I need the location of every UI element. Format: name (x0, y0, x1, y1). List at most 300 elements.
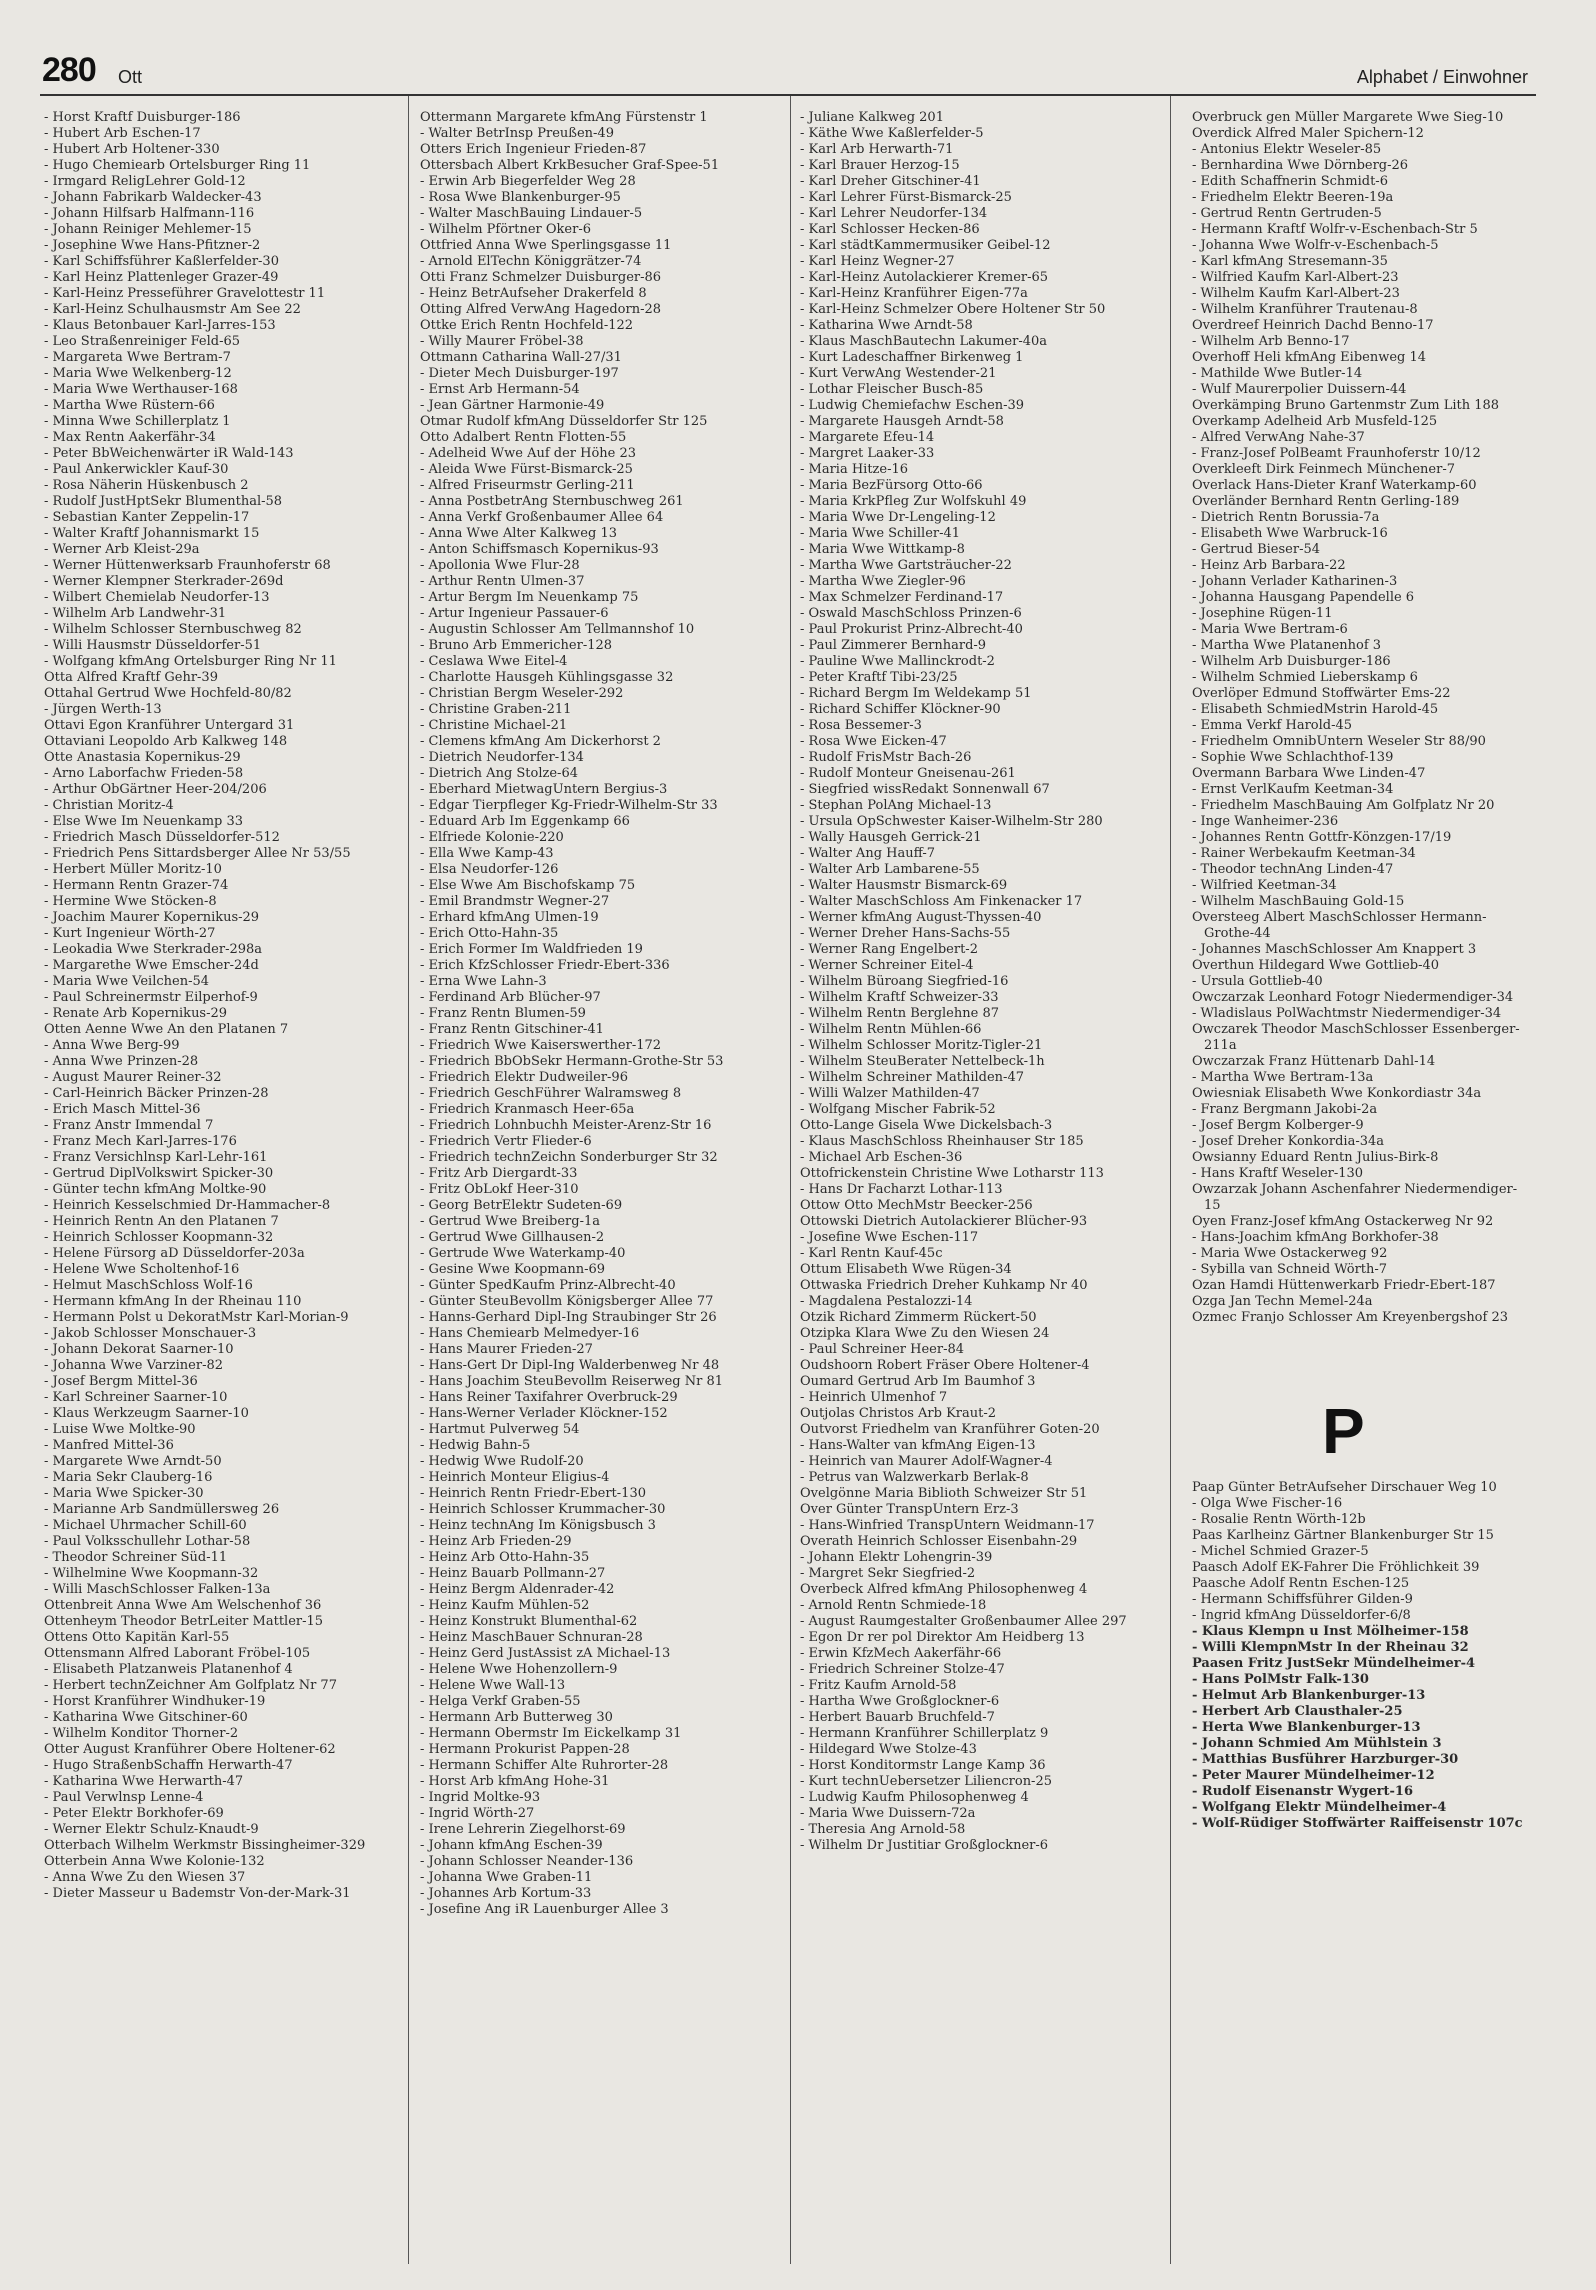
directory-entry: - Maria Wwe Dr-Lengeling-12 (800, 510, 996, 525)
directory-entry: Otterbein Anna Wwe Kolonie-132 (44, 1854, 265, 1869)
directory-entry: - Ceslawa Wwe Eitel-4 (420, 654, 568, 669)
directory-entry: - Helene Fürsorg aD Düsseldorfer-203a (44, 1246, 305, 1261)
directory-entry: - Hubert Arb Eschen-17 (44, 126, 201, 141)
directory-entry: Overdreef Heinrich Dachd Benno-17 (1192, 318, 1434, 333)
directory-entry: Ottke Erich Rentn Hochfeld-122 (420, 318, 634, 333)
directory-entry: - Charlotte Hausgeh Kühlingsgasse 32 (420, 670, 674, 685)
directory-entry: - Wilhelm Kraftf Schweizer-33 (800, 990, 999, 1005)
directory-entry: - Alfred VerwAng Nahe-37 (1192, 430, 1365, 445)
directory-entry: - Wilhelm Schreiner Mathilden-47 (800, 1070, 1024, 1085)
directory-entry: - Johanna Wwe Wolfr-v-Eschenbach-5 (1192, 238, 1439, 253)
directory-entry: - Paul Ankerwickler Kauf-30 (44, 462, 229, 477)
directory-entry: - Hans Joachim SteuBevollm Reiserweg Nr 81 (420, 1374, 723, 1389)
directory-entry: - Helene Wwe Hohenzollern-9 (420, 1662, 618, 1677)
directory-entry: - Bruno Arb Emmericher-128 (420, 638, 613, 653)
directory-entry: - Aleida Wwe Fürst-Bismarck-25 (420, 462, 633, 477)
directory-entry: - Christine Michael-21 (420, 718, 568, 733)
directory-entry: - Christian Bergm Weseler-292 (420, 686, 624, 701)
directory-entry: - Herbert Bauarb Bruchfeld-7 (800, 1710, 995, 1725)
directory-entry: - Paul Volksschullehr Lothar-58 (44, 1534, 251, 1549)
directory-entry: - Martha Wwe Gartsträucher-22 (800, 558, 1012, 573)
directory-entry: Oyen Franz-Josef kfmAng Ostackerweg Nr 92 (1192, 1214, 1494, 1229)
directory-entry: - Eberhard MietwagUntern Bergius-3 (420, 782, 668, 797)
directory-entry: Outvorst Friedhelm van Kranführer Goten-20 (800, 1422, 1100, 1437)
directory-entry: - Karl kfmAng Stresemann-35 (1192, 254, 1388, 269)
directory-entry: Ottenbreit Anna Wwe Am Welschenhof 36 (44, 1598, 322, 1613)
directory-entry: - Elisabeth SchmiedMstrin Harold-45 (1192, 702, 1439, 717)
directory-entry: - Maria Wwe Bertram-6 (1192, 622, 1348, 637)
directory-entry: Overkleeft Dirk Feinmech Münchener-7 (1192, 462, 1455, 477)
directory-entry: - Wolfgang kfmAng Ortelsburger Ring Nr 11 (44, 654, 337, 669)
directory-entry: - Wilhelm Arb Benno-17 (1192, 334, 1350, 349)
directory-entry: - Hermann Arb Butterweg 30 (420, 1710, 613, 1725)
directory-entry: - Hartha Wwe Großglockner-6 (800, 1694, 1000, 1709)
directory-entry: Owsianny Eduard Rentn Julius-Birk-8 (1192, 1150, 1439, 1165)
directory-entry: - Hans Maurer Frieden-27 (420, 1342, 593, 1357)
directory-entry: - Josef Dreher Konkordia-34a (1192, 1134, 1385, 1149)
directory-entry: - Maria Wwe Werthauser-168 (44, 382, 238, 397)
section-letter: P (1322, 1395, 1365, 1467)
directory-entry: - Dietrich Neudorfer-134 (420, 750, 584, 765)
directory-entry: - Margareta Wwe Bertram-7 (44, 350, 231, 365)
directory-entry: - Dieter Masseur u Bademstr Von-der-Mark-31 (44, 1886, 351, 1901)
directory-entry: - Hermann Prokurist Pappen-28 (420, 1742, 630, 1757)
directory-entry: - Adelheid Wwe Auf der Höhe 23 (420, 446, 637, 461)
directory-entry: - Sebastian Kanter Zeppelin-17 (44, 510, 250, 525)
directory-entry: - Gertrud DiplVolkswirt Spicker-30 (44, 1166, 274, 1181)
directory-entry: Ottavi Egon Kranführer Untergard 31 (44, 718, 295, 733)
directory-entry: - Katharina Wwe Herwarth-47 (44, 1774, 244, 1789)
page-header (40, 48, 1536, 96)
directory-entry: Ottfried Anna Wwe Sperlingsgasse 11 (420, 238, 672, 253)
directory-entry: - Hans Kraftf Weseler-130 (1192, 1166, 1364, 1181)
directory-entry: - Arnold ElTechn Königgrätzer-74 (420, 254, 642, 269)
directory-entry: - Heinz Kaufm Mühlen-52 (420, 1598, 590, 1613)
directory-entry: - Franz Bergmann Jakobi-2a (1192, 1102, 1378, 1117)
directory-entry: - Helmut Arb Blankenburger-13 (1192, 1688, 1426, 1703)
directory-entry: - Wilhelm Pförtner Oker-6 (420, 222, 591, 237)
directory-entry: - Emma Verkf Harold-45 (1192, 718, 1353, 733)
directory-entry: - Dieter Mech Duisburger-197 (420, 366, 619, 381)
directory-entry: Overath Heinrich Schlosser Eisenbahn-29 (800, 1534, 1078, 1549)
directory-entry: - Willi Hausmstr Düsseldorfer-51 (44, 638, 262, 653)
directory-entry: - Klaus Klempn u Inst Mölheimer-158 (1192, 1624, 1469, 1639)
directory-entry: Ottum Elisabeth Wwe Rügen-34 (800, 1262, 1012, 1277)
directory-entry: - Käthe Wwe Kaßlerfelder-5 (800, 126, 984, 141)
directory-entry: Overkämping Bruno Gartenmstr Zum Lith 188 (1192, 398, 1500, 413)
directory-entry: - Hedwig Wwe Rudolf-20 (420, 1454, 584, 1469)
directory-entry: - Friedhelm MaschBauing Am Golfplatz Nr 20 (1192, 798, 1495, 813)
directory-entry: - Werner Schreiner Eitel-4 (800, 958, 974, 973)
directory-entry: - Herbert Müller Moritz-10 (44, 862, 222, 877)
directory-entry: - Leokadia Wwe Sterkrader-298a (44, 942, 263, 957)
directory-entry: Overmann Barbara Wwe Linden-47 (1192, 766, 1426, 781)
directory-entry: - Johann kfmAng Eschen-39 (420, 1838, 603, 1853)
directory-entry: - Erna Wwe Lahn-3 (420, 974, 547, 989)
directory-entry: - Hartmut Pulverweg 54 (420, 1422, 580, 1437)
directory-entry: - Rosa Wwe Eicken-47 (800, 734, 947, 749)
directory-entry: - Herta Wwe Blankenburger-13 (1192, 1720, 1421, 1735)
directory-entry: Ottaviani Leopoldo Arb Kalkweg 148 (44, 734, 288, 749)
directory-entry: - Franz-Josef PolBeamt Fraunhoferstr 10/12 (1192, 446, 1481, 461)
running-head: Ott (118, 67, 143, 87)
directory-entry: - Ludwig Chemiefachw Eschen-39 (800, 398, 1025, 413)
directory-entry: - Wilhelm Rentn Mühlen-66 (800, 1022, 982, 1037)
column-divider (408, 96, 409, 2264)
directory-entry: - Rosa Näherin Hüskenbusch 2 (44, 478, 249, 493)
directory-entry: - Arthur ObGärtner Heer-204/206 (44, 782, 267, 797)
directory-entry: - Johann Dekorat Saarner-10 (44, 1342, 234, 1357)
directory-entry: - Wilhelmine Wwe Koopmann-32 (44, 1566, 259, 1581)
directory-entry: - Klaus MaschBautechn Lakumer-40a (800, 334, 1048, 349)
directory-entry: - Friedrich Kranmasch Heer-65a (420, 1102, 635, 1117)
directory-entry: - Werner kfmAng August-Thyssen-40 (800, 910, 1042, 925)
directory-entry: - Friedrich Schreiner Stolze-47 (800, 1662, 1005, 1677)
directory-entry: - Paul Verwlnsp Lenne-4 (44, 1790, 204, 1805)
directory-entry: - Hans PolMstr Falk-130 (1192, 1672, 1369, 1687)
directory-entry: - Hermine Wwe Stöcken-8 (44, 894, 217, 909)
directory-entry: - Friedrich Elektr Dudweiler-96 (420, 1070, 628, 1085)
directory-entry: - Theodor Schreiner Süd-11 (44, 1550, 228, 1565)
directory-entry: - Heinrich Monteur Eligius-4 (420, 1470, 610, 1485)
directory-entry: Otzipka Klara Wwe Zu den Wiesen 24 (800, 1326, 1050, 1341)
directory-entry: - Johanna Hausgang Papendelle 6 (1192, 590, 1415, 605)
directory-entry: - Paul Schreinermstr Eilperhof-9 (44, 990, 258, 1005)
directory-entry: Ottmann Catharina Wall-27/31 (420, 350, 622, 365)
directory-entry: - Wilhelm Dr Justitiar Großglockner-6 (800, 1838, 1049, 1853)
directory-entry: - Michel Schmied Grazer-5 (1192, 1544, 1369, 1559)
directory-entry: Overlöper Edmund Stoffwärter Ems-22 (1192, 686, 1451, 701)
directory-entry: - Hans-Werner Verlader Klöckner-152 (420, 1406, 668, 1421)
directory-entry: - Pauline Wwe Mallinckrodt-2 (800, 654, 995, 669)
directory-entry: - Gertrud Bieser-54 (1192, 542, 1321, 557)
directory-entry: Ottofrickenstein Christine Wwe Lotharstr 113 (800, 1166, 1104, 1181)
directory-entry: - Friedrich Lohnbuchh Meister-Arenz-Str 16 (420, 1118, 712, 1133)
directory-entry: - Wilfried Kaufm Karl-Albert-23 (1192, 270, 1399, 285)
directory-entry: - Helene Wwe Wall-13 (420, 1678, 566, 1693)
directory-entry: Ottwaska Friedrich Dreher Kuhkamp Nr 40 (800, 1278, 1088, 1293)
directory-entry: - Johanna Wwe Graben-11 (420, 1870, 593, 1885)
directory-entry: - Heinz technAng Im Königsbusch 3 (420, 1518, 656, 1533)
directory-entry: - Karl-Heinz Presseführer Gravelottestr 11 (44, 286, 326, 301)
directory-entry: - Siegfried wissRedakt Sonnenwall 67 (800, 782, 1050, 797)
directory-entry: - Heinrich Ulmenhof 7 (800, 1390, 948, 1405)
directory-entry: - Klaus MaschSchloss Rheinhauser Str 185 (800, 1134, 1084, 1149)
directory-entry: - Margret Sekr Siegfried-2 (800, 1566, 976, 1581)
directory-entry: - August Maurer Reiner-32 (44, 1070, 222, 1085)
directory-entry: - Max Rentn Aakerfähr-34 (44, 430, 216, 445)
directory-entry: - Matthias Busführer Harzburger-30 (1192, 1752, 1459, 1767)
directory-entry: - Rainer Werbekaufm Keetman-34 (1192, 846, 1416, 861)
directory-entry: - Gertrud Rentn Gertruden-5 (1192, 206, 1382, 221)
directory-entry: - Rosa Wwe Blankenburger-95 (420, 190, 621, 205)
directory-entry: - Wilbert Chemielab Neudorfer-13 (44, 590, 270, 605)
directory-entry: - Martha Wwe Rüstern-66 (44, 398, 215, 413)
directory-entry: Ottens Otto Kapitän Karl-55 (44, 1630, 230, 1645)
directory-entry: - Margarete Hausgeh Arndt-58 (800, 414, 1004, 429)
directory-entry: - Heinz Arb Barbara-22 (1192, 558, 1346, 573)
directory-entry: Paasen Fritz JustSekr Mündelheimer-4 (1192, 1656, 1476, 1671)
directory-entry: Ottahal Gertrud Wwe Hochfeld-80/82 (44, 686, 292, 701)
directory-entry: - Wulf Maurerpolier Duissern-44 (1192, 382, 1407, 397)
directory-entry: - Katharina Wwe Gitschiner-60 (44, 1710, 248, 1725)
directory-entry: - Heinz Arb Otto-Hahn-35 (420, 1550, 590, 1565)
directory-entry: - Hermann Schiffsführer Gilden-9 (1192, 1592, 1413, 1607)
directory-entry: Ozga Jan Techn Memel-24a (1192, 1294, 1373, 1309)
directory-entry: - Kurt VerwAng Westender-21 (800, 366, 997, 381)
directory-entry: - Dietrich Rentn Borussia-7a (1192, 510, 1380, 525)
directory-entry: - Sophie Wwe Schlachthof-139 (1192, 750, 1394, 765)
directory-entry: - Walter BetrInsp Preußen-49 (420, 126, 614, 141)
directory-entry: Outjolas Christos Arb Kraut-2 (800, 1406, 997, 1421)
directory-entry: - Hildegard Wwe Stolze-43 (800, 1742, 977, 1757)
directory-entry: - Maria Wwe Veilchen-54 (44, 974, 210, 989)
directory-entry: - Hermann Kraftf Wolfr-v-Eschenbach-Str 5 (1192, 222, 1478, 237)
directory-entry: - Werner Arb Kleist-29a (44, 542, 200, 557)
directory-entry: - Arnold Rentn Schmiede-18 (800, 1598, 987, 1613)
directory-entry: - Werner Hüttenwerksarb Fraunhoferstr 68 (44, 558, 331, 573)
directory-entry: - Walter MaschBauing Lindauer-5 (420, 206, 643, 221)
directory-entry: - Sybilla van Schneid Wörth-7 (1192, 1262, 1388, 1277)
directory-entry: - Günter techn kfmAng Moltke-90 (44, 1182, 267, 1197)
directory-entry: - Apollonia Wwe Flur-28 (420, 558, 580, 573)
directory-entry: - Johann Fabrikarb Waldecker-43 (44, 190, 262, 205)
directory-entry: - Franz Rentn Blumen-59 (420, 1006, 586, 1021)
directory-entry: - Heinz Bauarb Pollmann-27 (420, 1566, 606, 1581)
directory-entry: - Friedrich Masch Düsseldorfer-512 (44, 830, 280, 845)
directory-entry: - Ludwig Kaufm Philosophenweg 4 (800, 1790, 1029, 1805)
directory-entry: - Renate Arb Kopernikus-29 (44, 1006, 228, 1021)
directory-entry: - Wilhelm Rentn Berglehne 87 (800, 1006, 999, 1021)
directory-entry: - Inge Wanheimer-236 (1192, 814, 1339, 829)
directory-entry: - Edith Schaffnerin Schmidt-6 (1192, 174, 1388, 189)
directory-entry: - August Raumgestalter Großenbaumer Allee 297 (800, 1614, 1127, 1629)
directory-entry: - Hans-Gert Dr Dipl-Ing Walderbenweg Nr 48 (420, 1358, 720, 1373)
directory-entry: - Hermann Schiffer Alte Ruhrorter-28 (420, 1758, 669, 1773)
directory-entry: - Olga Wwe Fischer-16 (1192, 1496, 1343, 1511)
directory-entry: - Lothar Fleischer Busch-85 (800, 382, 984, 397)
directory-entry: - Maria BezFürsorg Otto-66 (800, 478, 983, 493)
directory-entry: - Karl Dreher Gitschiner-41 (800, 174, 981, 189)
directory-entry: - Johann Schlosser Neander-136 (420, 1854, 634, 1869)
directory-entry: - Werner Rang Engelbert-2 (800, 942, 978, 957)
directory-entry: - Josephine Wwe Hans-Pfitzner-2 (44, 238, 261, 253)
directory-entry: - Arthur Rentn Ulmen-37 (420, 574, 585, 589)
directory-entry: - Friedrich technZeichn Sonderburger Str 32 (420, 1150, 718, 1165)
directory-entry: - Egon Dr rer pol Direktor Am Heidberg 13 (800, 1630, 1085, 1645)
directory-entry: - Karl Arb Herwarth-71 (800, 142, 954, 157)
directory-entry: - Hermann Obermstr Im Eickelkamp 31 (420, 1726, 682, 1741)
directory-entry: - Max Schmelzer Ferdinand-17 (800, 590, 1004, 605)
directory-entry: - Heinrich Rentn Friedr-Ebert-130 (420, 1486, 646, 1501)
directory-entry: - Maria Hitze-16 (800, 462, 909, 477)
directory-entry: - Erich Masch Mittel-36 (44, 1102, 201, 1117)
directory-entry: - Alfred Friseurmstr Gerling-211 (420, 478, 635, 493)
directory-entry: - Josefine Wwe Eschen-117 (800, 1230, 979, 1245)
directory-entry: Otto-Lange Gisela Wwe Dickelsbach-3 (800, 1118, 1053, 1133)
directory-entry: - Theodor technAng Linden-47 (1192, 862, 1394, 877)
directory-entry: - Rudolf JustHptSekr Blumenthal-58 (44, 494, 283, 509)
directory-entry: - Heinz Gerd JustAssist zA Michael-13 (420, 1646, 671, 1661)
directory-entry: - Heinrich Rentn An den Platanen 7 (44, 1214, 279, 1229)
directory-entry: - Carl-Heinrich Bäcker Prinzen-28 (44, 1086, 269, 1101)
directory-entry: - Wilhelm Schmied Lieberskamp 6 (1192, 670, 1418, 685)
directory-entry: - Artur Bergm Im Neuenkamp 75 (420, 590, 639, 605)
directory-entry: - Karl Lehrer Neudorfer-134 (800, 206, 988, 221)
directory-entry: - Karl Schlosser Hecken-86 (800, 222, 980, 237)
directory-entry: - Wilfried Keetman-34 (1192, 878, 1337, 893)
directory-entry: - Gertrud Wwe Breiberg-1a (420, 1214, 600, 1229)
directory-entry: - Theresia Ang Arnold-58 (800, 1822, 966, 1837)
directory-entry: - Maria Wwe Welkenberg-12 (44, 366, 232, 381)
directory-entry: - Clemens kfmAng Am Dickerhorst 2 (420, 734, 661, 749)
directory-entry: - Josef Bergm Mittel-36 (44, 1374, 198, 1389)
directory-entry: - Ernst Arb Hermann-54 (420, 382, 580, 397)
directory-column-3 (800, 110, 1140, 2260)
directory-entry: - Wilhelm MaschBauing Gold-15 (1192, 894, 1405, 909)
directory-entry: - Elsa Neudorfer-126 (420, 862, 559, 877)
directory-entry: - Jakob Schlosser Monschauer-3 (44, 1326, 257, 1341)
directory-entry: - Friedhelm OmnibUntern Weseler Str 88/90 (1192, 734, 1486, 749)
directory-entry: - Else Wwe Im Neuenkamp 33 (44, 814, 244, 829)
directory-entry: - Emil Brandmstr Wegner-27 (420, 894, 610, 909)
directory-entry: - Josefine Ang iR Lauenburger Allee 3 (420, 1902, 669, 1917)
directory-entry: - Hugo Chemiearb Ortelsburger Ring 11 (44, 158, 311, 173)
directory-column-1 (44, 110, 384, 2260)
directory-entry: - Josephine Rügen-11 (1192, 606, 1333, 621)
section-title: Alphabet / Einwohner (1356, 67, 1528, 87)
directory-entry: - Klaus Werkzeugm Saarner-10 (44, 1406, 249, 1421)
directory-entry: - Herbert technZeichner Am Golfplatz Nr 77 (44, 1678, 337, 1693)
directory-entry: - Maria Wwe Ostackerweg 92 (1192, 1246, 1388, 1261)
directory-entry: Otte Anastasia Kopernikus-29 (44, 750, 241, 765)
directory-entry: Owczarek Theodor MaschSchlosser Essenberger-211a (1192, 1022, 1520, 1053)
directory-entry: Otting Alfred VerwAng Hagedorn-28 (420, 302, 662, 317)
directory-entry: Otta Alfred Kraftf Gehr-39 (44, 670, 218, 685)
directory-entry: Otters Erich Ingenieur Frieden-87 (420, 142, 647, 157)
directory-entry: - Minna Wwe Schillerplatz 1 (44, 414, 231, 429)
directory-entry: Owczarzak Leonhard Fotogr Niedermendiger-34 (1192, 990, 1514, 1005)
directory-entry: - Peter Kraftf Tibi-23/25 (800, 670, 958, 685)
directory-entry: - Friedrich GeschFührer Walramsweg 8 (420, 1086, 682, 1101)
directory-entry: - Margarete Efeu-14 (800, 430, 935, 445)
directory-entry: - Hans Reiner Taxifahrer Overbruck-29 (420, 1390, 678, 1405)
directory-entry: - Karl Lehrer Fürst-Bismarck-25 (800, 190, 1012, 205)
directory-entry: - Wladislaus PolWachtmstr Niedermendiger-34 (1192, 1006, 1502, 1021)
directory-entry: - Johann Hilfsarb Halfmann-116 (44, 206, 255, 221)
directory-entry: - Fritz Arb Diergardt-33 (420, 1166, 578, 1181)
directory-entry: - Johann Verlader Katharinen-3 (1192, 574, 1398, 589)
directory-entry: - Johann Elektr Lohengrin-39 (800, 1550, 993, 1565)
directory-entry: - Walter Arb Lambarene-55 (800, 862, 980, 877)
directory-entry: - Christian Moritz-4 (44, 798, 174, 813)
directory-entry: - Anton Schiffsmasch Kopernikus-93 (420, 542, 659, 557)
directory-entry: - Fritz ObLokf Heer-310 (420, 1182, 579, 1197)
directory-entry: - Ella Wwe Kamp-43 (420, 846, 554, 861)
directory-entry: - Rosalie Rentn Wörth-12b (1192, 1512, 1366, 1527)
directory-entry: - Margret Laaker-33 (800, 446, 935, 461)
directory-column-2 (420, 110, 760, 2260)
directory-entry: - Ernst VerlKaufm Keetman-34 (1192, 782, 1394, 797)
directory-entry: - Willi KlempnMstr In der Rheinau 32 (1192, 1640, 1469, 1655)
directory-entry: - Hugo StraßenbSchaffn Herwarth-47 (44, 1758, 293, 1773)
directory-entry: - Margarethe Wwe Emscher-24d (44, 958, 259, 973)
directory-entry: - Wally Hausgeh Gerrick-21 (800, 830, 982, 845)
directory-entry: - Hans Chemiearb Melmedyer-16 (420, 1326, 640, 1341)
directory-entry: - Karl Schiffsführer Kaßlerfelder-30 (44, 254, 279, 269)
directory-entry: - Hedwig Bahn-5 (420, 1438, 531, 1453)
directory-entry: - Heinrich Schlosser Koopmann-32 (44, 1230, 274, 1245)
directory-entry: - Michael Arb Eschen-36 (800, 1150, 963, 1165)
directory-entry: - Erich KfzSchlosser Friedr-Ebert-336 (420, 958, 670, 973)
directory-entry: - Maria Wwe Spicker-30 (44, 1486, 204, 1501)
directory-entry: Oudshoorn Robert Fräser Obere Holtener-4 (800, 1358, 1090, 1373)
directory-entry: - Hans-Walter van kfmAng Eigen-13 (800, 1438, 1036, 1453)
directory-entry: - Karl Rentn Kauf-45c (800, 1246, 943, 1261)
directory-entry: - Paul Prokurist Prinz-Albrecht-40 (800, 622, 1023, 637)
directory-entry: - Erwin Arb Biegerfelder Weg 28 (420, 174, 636, 189)
directory-entry: - Karl-Heinz Schulhausmstr Am See 22 (44, 302, 301, 317)
directory-entry: Overländer Bernhard Rentn Gerling-189 (1192, 494, 1460, 509)
directory-entry: Overbruck gen Müller Margarete Wwe Sieg-10 (1192, 110, 1504, 125)
directory-entry: - Rosa Bessemer-3 (800, 718, 922, 733)
directory-entry: Otmar Rudolf kfmAng Düsseldorfer Str 125 (420, 414, 708, 429)
directory-entry: - Herbert Arb Clausthaler-25 (1192, 1704, 1403, 1719)
directory-entry: - Anna Wwe Zu den Wiesen 37 (44, 1870, 246, 1885)
directory-entry: - Karl Brauer Herzog-15 (800, 158, 960, 173)
directory-entry: - Horst Kranführer Windhuker-19 (44, 1694, 266, 1709)
directory-entry: - Christine Graben-211 (420, 702, 572, 717)
directory-entry: - Heinrich van Maurer Adolf-Wagner-4 (800, 1454, 1053, 1469)
directory-entry: Otto Adalbert Rentn Flotten-55 (420, 430, 627, 445)
directory-entry: - Erhard kfmAng Ulmen-19 (420, 910, 599, 925)
directory-entry: Ottensmann Alfred Laborant Fröbel-105 (44, 1646, 311, 1661)
directory-entry: - Martha Wwe Ziegler-96 (800, 574, 966, 589)
directory-entry: - Hans-Winfried TranspUntern Weidmann-17 (800, 1518, 1095, 1533)
directory-entry: Otti Franz Schmelzer Duisburger-86 (420, 270, 662, 285)
directory-entry: - Karl Heinz Plattenleger Grazer-49 (44, 270, 279, 285)
directory-entry: - Hubert Arb Holtener-330 (44, 142, 220, 157)
directory-entry: - Ingrid kfmAng Düsseldorfer-6/8 (1192, 1608, 1411, 1623)
column-divider (790, 96, 791, 2264)
directory-entry: - Hermann Polst u DekoratMstr Karl-Morian-9 (44, 1310, 349, 1325)
directory-entry: - Peter BbWeichenwärter iR Wald-143 (44, 446, 294, 461)
directory-entry: - Wilhelm Arb Landwehr-31 (44, 606, 227, 621)
directory-entry: - Anna PostbetrAng Sternbuschweg 261 (420, 494, 684, 509)
directory-entry: - Günter SpedKaufm Prinz-Albrecht-40 (420, 1278, 676, 1293)
directory-entry: Oumard Gertrud Arb Im Baumhof 3 (800, 1374, 1036, 1389)
directory-entry: - Friedrich Wwe Kaiserswerther-172 (420, 1038, 662, 1053)
directory-entry: - Artur Ingenieur Passauer-6 (420, 606, 609, 621)
directory-entry: Owiesniak Elisabeth Wwe Konkordiastr 34a (1192, 1086, 1482, 1101)
directory-column-4-o-entries (1192, 110, 1532, 1326)
directory-entry: - Anna Wwe Berg-99 (44, 1038, 180, 1053)
directory-entry: - Arno Laborfachw Frieden-58 (44, 766, 244, 781)
directory-entry: - Johanna Wwe Varziner-82 (44, 1358, 224, 1373)
directory-entry: - Maria KrkPfleg Zur Wolfskuhl 49 (800, 494, 1027, 509)
directory-entry: - Erich Otto-Hahn-35 (420, 926, 559, 941)
page-number: 280 (42, 51, 96, 89)
directory-entry: - Hermann Kranführer Schillerplatz 9 (800, 1726, 1049, 1741)
directory-entry: - Franz Rentn Gitschiner-41 (420, 1022, 604, 1037)
directory-entry: - Hermann kfmAng In der Rheinau 110 (44, 1294, 302, 1309)
directory-entry: - Elisabeth Wwe Warbruck-16 (1192, 526, 1388, 541)
directory-entry: - Paul Schreiner Heer-84 (800, 1342, 965, 1357)
directory-entry: Otten Aenne Wwe An den Platanen 7 (44, 1022, 289, 1037)
directory-entry: - Wilhelm Arb Duisburger-186 (1192, 654, 1391, 669)
directory-entry: - Wolfgang Mischer Fabrik-52 (800, 1102, 996, 1117)
directory-entry: - Hans-Joachim kfmAng Borkhofer-38 (1192, 1230, 1439, 1245)
